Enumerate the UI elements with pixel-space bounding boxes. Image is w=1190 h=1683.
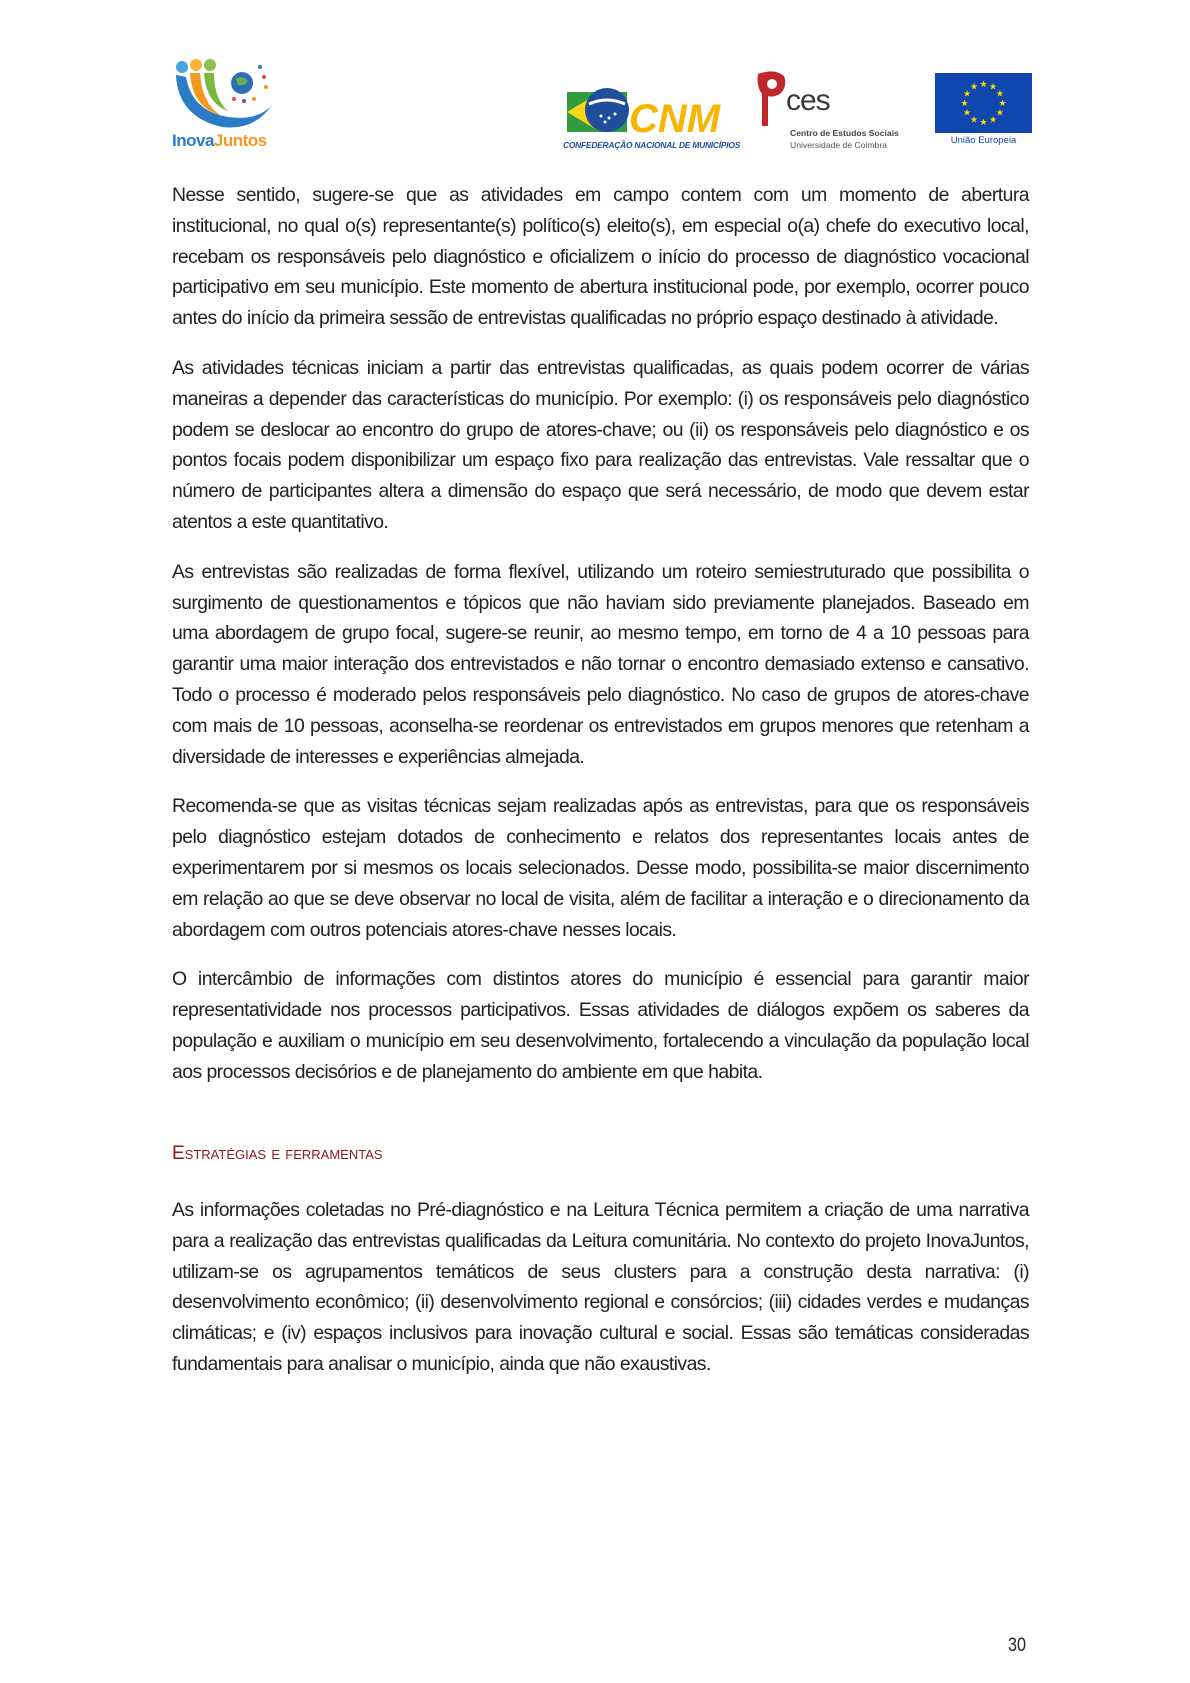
- paragraph: Recomenda-se que as visitas técnicas sejam realizadas após as entrevistas, para que os responsáveis pelo diagnóstico estejam dotados de conhecimento e relatos dos representantes locais antes de experimentarem por si mesmos os locais selecionados. Desse modo, possibilita-se maior discernimento em relação ao que se deve observar no local de visita, além de facilitar a interação e o direcionamento da abordagem com outros potenciais atores-chave nesses locais.: [172, 795, 1029, 941]
- inova-text: Inova: [172, 131, 214, 150]
- paragraph: Nesse sentido, sugere-se que as atividades em campo contem com um momento de abertura institucional, no qual o(s) representante(s) político(s) eleito(s), em especial o(a) chefe do executivo local, recebam os responsáveis pelo diagnóstico e oficializem o início do processo de diagnóstico vocacional participativo em seu município. Este momento de abertura institucional pode, por exemplo, ocorrer pouco antes do início da primeira sessão de entrevistas qualificadas no próprio espaço destinado à atividade.: [172, 184, 1029, 330]
- eu-star-icon: ★: [979, 79, 988, 89]
- inovajuntos-wordmark: [172, 131, 267, 151]
- eu-caption: União Europeia: [950, 135, 1017, 146]
- eu-star-icon: ★: [979, 117, 988, 127]
- page-number: 30: [1008, 1635, 1026, 1656]
- eu-star-icon: ★: [969, 114, 979, 125]
- ces-logo: [754, 70, 904, 156]
- section-heading: Estratégias e ferramentas: [172, 1143, 383, 1164]
- cnm-letters: CNM: [629, 97, 721, 138]
- page-header: [0, 0, 1190, 170]
- eu-star-icon: ★: [995, 107, 1004, 118]
- ces-wordmark: ces: [786, 84, 830, 117]
- paragraph: O intercâmbio de informações com distintos atores do município é essencial para garantir maior representatividade nos processos participativos. Essas atividades de diálogos expõem os saberes da população e auxiliam o município em seu desenvolvimento, fortalecendo a vinculação da população local aos processos decisórios e de planejamento do ambiente em que habita.: [172, 968, 1029, 1083]
- ces-university: Universidade de Coimbra: [790, 140, 887, 150]
- cnm-logo: [563, 82, 741, 154]
- body-text: [172, 180, 1029, 1107]
- eu-star-icon: ★: [960, 98, 969, 108]
- inovajuntos-logo: [172, 55, 292, 155]
- eu-star-icon: ★: [963, 88, 972, 99]
- eu-logo: [935, 73, 1032, 151]
- section-body-text: [172, 1195, 1029, 1399]
- paragraph: As informações coletadas no Pré-diagnóstico e na Leitura Técnica permitem a criação de uma narrativa para a realização das entrevistas qualificadas da Leitura comunitária. No contexto do projeto InovaJuntos, utilizam-se os agrupamentos temáticos de seus clusters para a construção desta narrativa: (i) desenvolvimento econômico; (ii) desenvolvimento regional e consórcios; (iii) cidades verdes e mudanças climáticas; e (iv) espaços inclusivos para inovação cultural e social. Essas são temáticas consideradas fundamentais para analisar o município, ainda que não exaustivas.: [172, 1199, 1029, 1375]
- paragraph: As atividades técnicas iniciam a partir das entrevistas qualificadas, as quais podem ocorrer de várias maneiras a depender das características do município. Por exemplo: (i) os responsáveis pelo diagnóstico podem se deslocar ao encontro do grupo de atores-chave; ou (ii) os responsáveis pelo diagnóstico e os pontos focais podem disponibilizar um espaço fixo para realização das entrevistas. Vale ressaltar que o número de participantes altera a dimensão do espaço que será necessário, de modo que devem estar atentos a este quantitativo.: [172, 356, 1029, 533]
- eu-flag-icon: [935, 73, 1032, 133]
- eu-star-icon: ★: [998, 98, 1007, 108]
- eu-star-icon: ★: [988, 81, 998, 92]
- cnm-caption: CONFEDERAÇÃO NACIONAL DE MUNICÍPIOS: [563, 140, 741, 150]
- juntos-text: Juntos: [213, 131, 267, 150]
- cnm-flag-icon: [567, 82, 722, 138]
- eu-star-icon: ★: [995, 88, 1004, 99]
- ces-name: Centro de Estudos Sociais: [790, 128, 899, 138]
- eu-star-icon: ★: [969, 81, 979, 92]
- paragraph: As entrevistas são realizadas de forma flexível, utilizando um roteiro semiestruturado que possibilita o surgimento de questionamentos e tópicos que não haviam sido previamente planejados. Baseado em uma abordagem de grupo focal, sugere-se reunir, ao mesmo tempo, em torno de 4 a 10 pessoas para garantir uma maior interação dos entrevistados e não tornar o encontro demasiado extenso e cansativo. Todo o processo é moderado pelos responsáveis pelo diagnóstico. No caso de grupos de atores-chave com mais de 10 pessoas, aconselha-se reordenar os entrevistados em grupos menores que retenham a diversidade de interesses e experiências almejada.: [172, 560, 1029, 768]
- eu-star-icon: ★: [963, 107, 972, 118]
- eu-star-icon: ★: [988, 114, 998, 125]
